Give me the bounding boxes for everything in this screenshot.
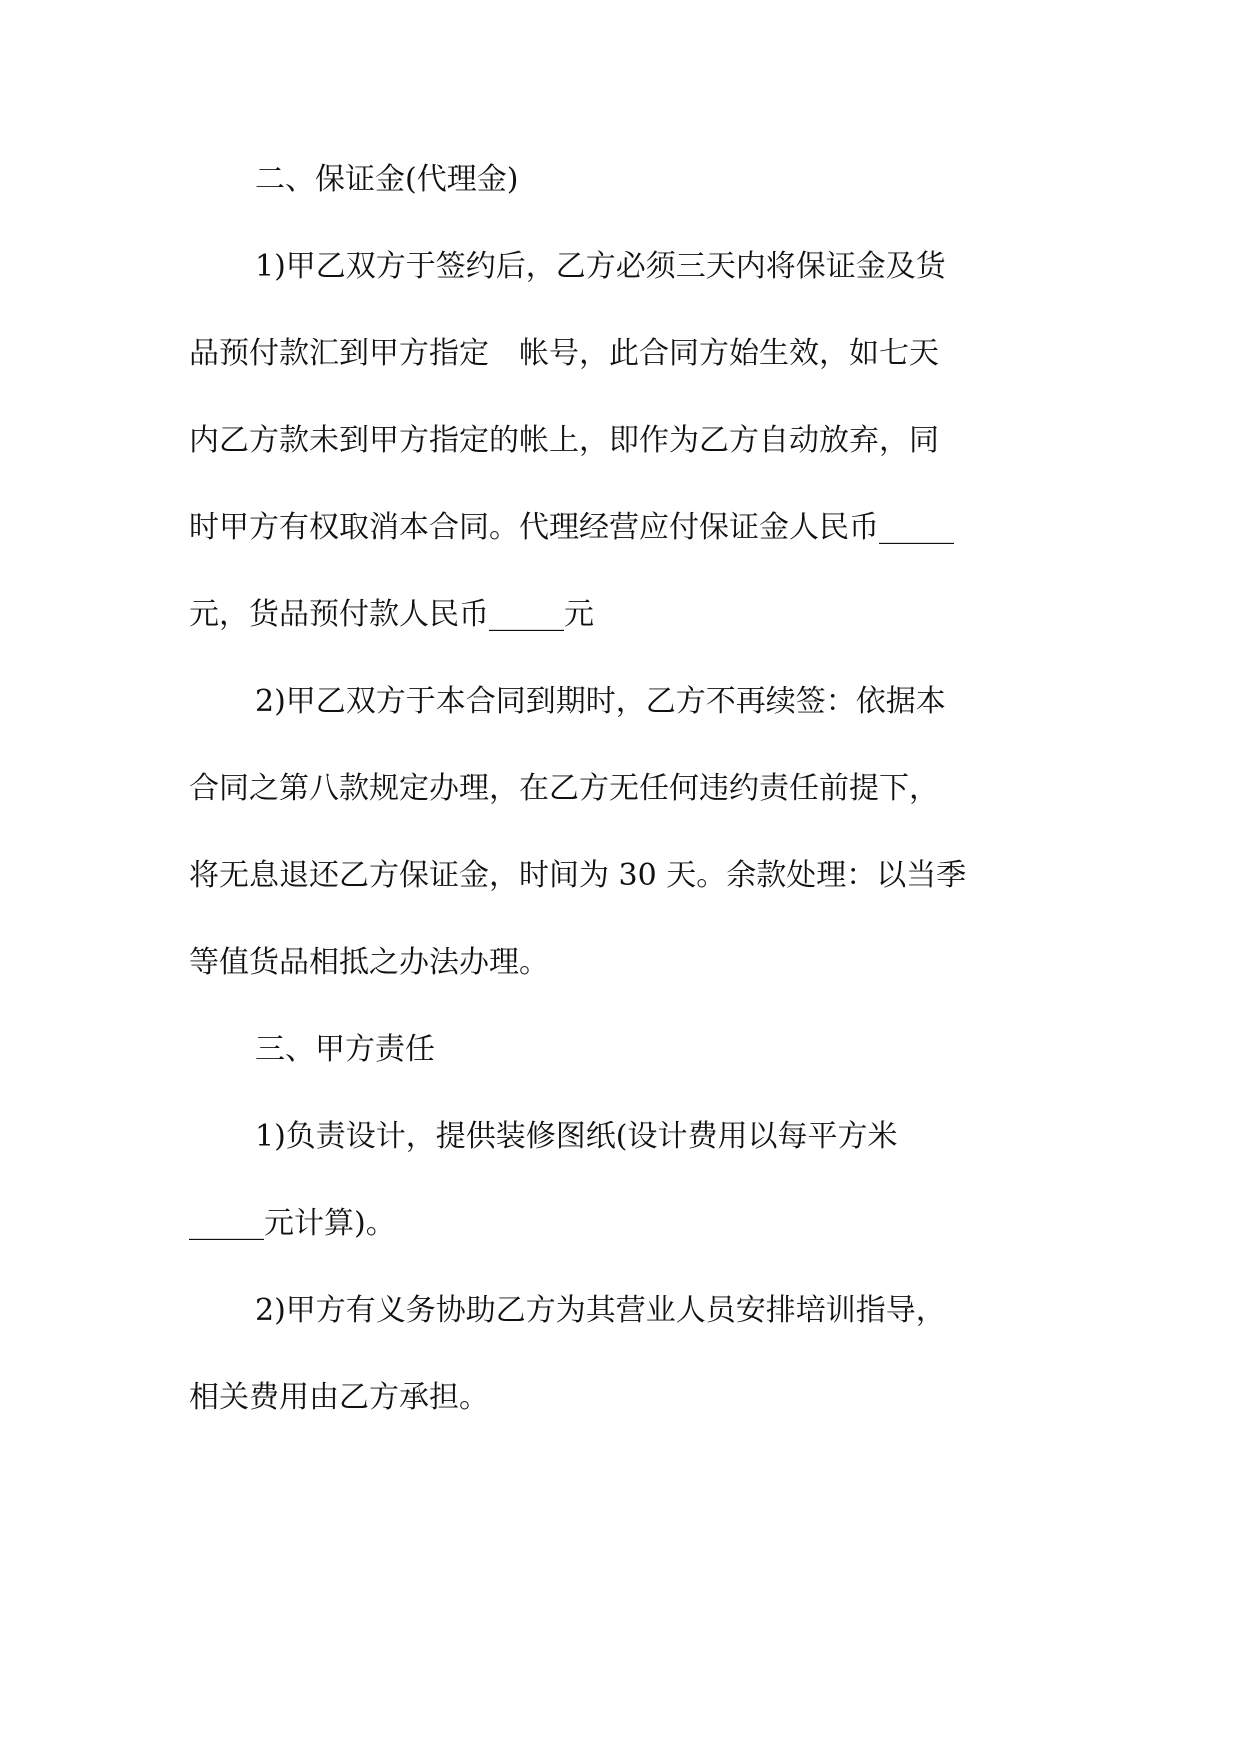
- paragraph-line: 1)负责设计，提供装修图纸(设计费用以每平方米: [255, 1119, 898, 1154]
- paragraph-line: 元，货品预付款人民币_____元: [189, 597, 594, 632]
- paragraph-line: 等值货品相抵之办法办理。: [189, 945, 549, 980]
- section-heading-party-a-responsibility: 三、甲方责任: [255, 1032, 435, 1067]
- paragraph-line: 合同之第八款规定办理，在乙方无任何违约责任前提下，: [189, 771, 939, 806]
- paragraph-line: 2)甲方有义务协助乙方为其营业人员安排培训指导，: [255, 1293, 946, 1328]
- paragraph-line: 内乙方款未到甲方指定的帐上，即作为乙方自动放弃，同: [189, 423, 939, 458]
- paragraph-line: 品预付款汇到甲方指定 帐号，此合同方始生效，如七天: [189, 336, 939, 371]
- section-heading-deposit: 二、保证金(代理金): [255, 162, 519, 197]
- paragraph-line: 相关费用由乙方承担。: [189, 1380, 489, 1415]
- paragraph-line: _____元计算)。: [189, 1206, 396, 1241]
- paragraph-line: 时甲方有权取消本合同。代理经营应付保证金人民币_____: [189, 510, 954, 545]
- paragraph-line: 1)甲乙双方于签约后，乙方必须三天内将保证金及货: [255, 249, 946, 284]
- paragraph-line: 2)甲乙双方于本合同到期时，乙方不再续签：依据本: [255, 684, 946, 719]
- paragraph-line: 将无息退还乙方保证金，时间为 30 天。余款处理：以当季: [189, 858, 967, 893]
